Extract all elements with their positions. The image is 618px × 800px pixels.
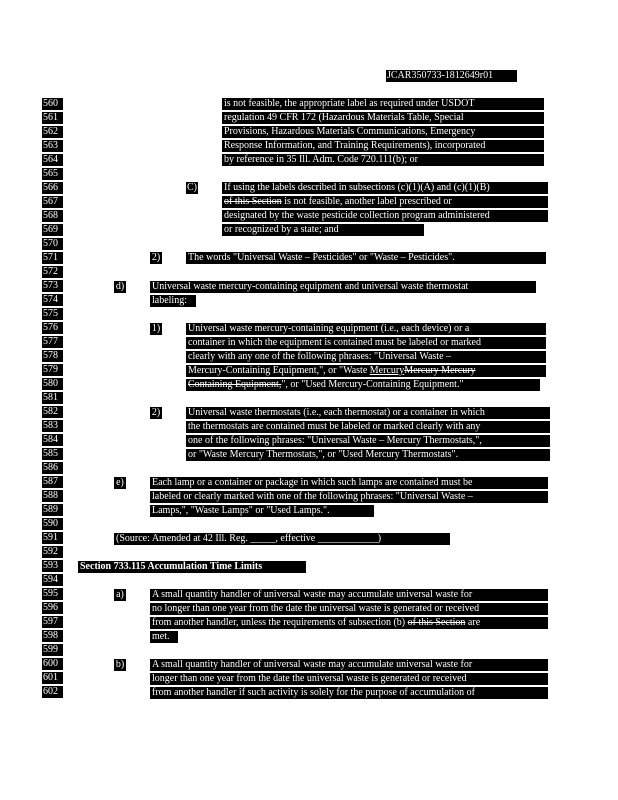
body-line	[222, 196, 548, 208]
body-line: A small quantity handler of universal waste may accumulate universal waste for	[150, 589, 548, 601]
line-number: 568	[42, 210, 63, 222]
body-line: labeling:	[150, 295, 196, 307]
line-number: 564	[42, 154, 63, 166]
body-line: the thermostats are contained must be labeled or marked clearly with any	[186, 421, 550, 433]
body-line: regulation 49 CFR 172 (Hazardous Materials Table, Special	[222, 112, 544, 124]
line-number: 579	[42, 364, 63, 376]
section-heading: Section 733.115 Accumulation Time Limits	[78, 561, 306, 573]
struck-text: of this Section	[224, 196, 282, 207]
line-number: 576	[42, 322, 63, 334]
line-number: 580	[42, 378, 63, 390]
body-line	[186, 365, 546, 377]
line-number: 589	[42, 504, 63, 516]
body-line: Universal waste mercury-containing equipment and universal waste thermostat	[150, 281, 536, 293]
line-number: 596	[42, 602, 63, 614]
item-marker: a)	[114, 589, 126, 601]
body-line: Provisions, Hazardous Materials Communications, Emergency	[222, 126, 544, 138]
line-number: 571	[42, 252, 63, 264]
body-text: are	[465, 617, 481, 628]
line-number: 595	[42, 588, 63, 600]
line-number: 563	[42, 140, 63, 152]
body-line: from another handler if such activity is solely for the purpose of accumulation of	[150, 687, 548, 699]
line-number: 567	[42, 196, 63, 208]
line-number: 570	[42, 238, 63, 250]
line-number: 588	[42, 490, 63, 502]
line-number: 590	[42, 518, 63, 530]
body-line: one of the following phrases: "Universal Waste – Mercury Thermostats,",	[186, 435, 550, 447]
body-line: by reference in 35 Ill. Adm. Code 720.111(b); or	[222, 154, 544, 166]
document-id: JCAR350733-1812649r01	[386, 70, 517, 82]
line-number: 583	[42, 420, 63, 432]
line-number: 574	[42, 294, 63, 306]
line-number: 569	[42, 224, 63, 236]
body-line	[150, 617, 548, 629]
item-marker: 1)	[151, 323, 161, 334]
body-line: container in which the equipment is contained must be labeled or marked	[186, 337, 546, 349]
struck-text: of this Section	[407, 617, 466, 628]
line-number: 575	[42, 308, 63, 320]
item-marker: 2)	[151, 407, 161, 418]
line-number: 587	[42, 476, 63, 488]
body-line: Each lamp or a container or package in which such lamps are contained must be	[150, 477, 548, 489]
body-line: A small quantity handler of universal waste may accumulate universal waste for	[150, 659, 548, 671]
item-marker: 2)	[151, 252, 161, 263]
line-number: 577	[42, 336, 63, 348]
line-number: 582	[42, 406, 63, 418]
body-line: longer than one year from the date the universal waste is generated or received	[150, 673, 548, 685]
line-number: 592	[42, 546, 63, 558]
source-note: (Source: Amended at 42 Ill. Reg. _____, effective ____________)	[114, 533, 450, 545]
body-text: is not feasible, another label prescribed or	[281, 196, 452, 207]
line-number: 581	[42, 392, 63, 404]
item-marker: b)	[115, 659, 125, 670]
item-marker: d)	[115, 281, 125, 292]
body-line: or "Waste Mercury Thermostats,", or "Used Mercury Thermostats".	[186, 449, 550, 461]
line-number: 594	[42, 574, 63, 586]
body-line: Universal waste mercury-containing equipment (i.e., each device) or a	[186, 323, 546, 335]
body-line: clearly with any one of the following phrases: "Universal Waste –	[186, 351, 546, 363]
body-text: Mercury-Containing Equipment,", or "Waste	[188, 365, 370, 376]
line-number: 560	[42, 98, 63, 110]
body-line: Response Information, and Training Requirements), incorporated	[222, 140, 544, 152]
inserted-text: Mercury	[369, 365, 405, 376]
line-number: 584	[42, 434, 63, 446]
body-line: met.	[150, 631, 178, 643]
line-number: 585	[42, 448, 63, 460]
body-line: The words "Universal Waste – Pesticides" or "Waste – Pesticides".	[186, 252, 546, 264]
line-number: 597	[42, 616, 63, 628]
body-line: is not feasible, the appropriate label as required under USDOT	[222, 98, 544, 110]
body-line	[186, 379, 540, 391]
line-number: 565	[42, 168, 63, 180]
body-line: or recognized by a state; and	[222, 224, 424, 236]
line-number: 598	[42, 630, 63, 642]
line-number: 591	[42, 532, 63, 544]
body-line: Universal waste thermostats (i.e., each thermostat) or a container in which	[186, 407, 550, 419]
item-marker: C)	[187, 182, 197, 193]
item-marker: e)	[114, 477, 126, 489]
line-number: 593	[42, 560, 63, 572]
body-line: Lamps,", "Waste Lamps" or "Used Lamps.".	[150, 505, 374, 517]
struck-text: Containing Equipment,	[188, 379, 282, 390]
body-text: ", or "Used Mercury-Containing Equipment."	[281, 379, 464, 390]
body-line: labeled or clearly marked with one of the following phrases: "Universal Waste –	[150, 491, 548, 503]
body-line: designated by the waste pesticide collection program administered	[222, 210, 548, 222]
line-number: 573	[42, 280, 63, 292]
line-number: 562	[42, 126, 63, 138]
line-number: 566	[42, 182, 63, 194]
body-text: from another handler, unless the requirements of subsection (b)	[152, 617, 408, 628]
line-number: 586	[42, 462, 63, 474]
body-line: If using the labels described in subsections (c)(1)(A) and (c)(1)(B)	[222, 182, 548, 194]
line-number: 602	[42, 686, 63, 698]
body-line: no longer than one year from the date the universal waste is generated or received	[150, 603, 548, 615]
struck-text: Mercury Mercury	[404, 365, 476, 376]
line-number: 599	[42, 644, 63, 656]
line-number: 561	[42, 112, 63, 124]
line-number: 572	[42, 266, 63, 278]
line-number: 600	[42, 658, 63, 670]
line-number: 578	[42, 350, 63, 362]
line-number: 601	[42, 672, 63, 684]
